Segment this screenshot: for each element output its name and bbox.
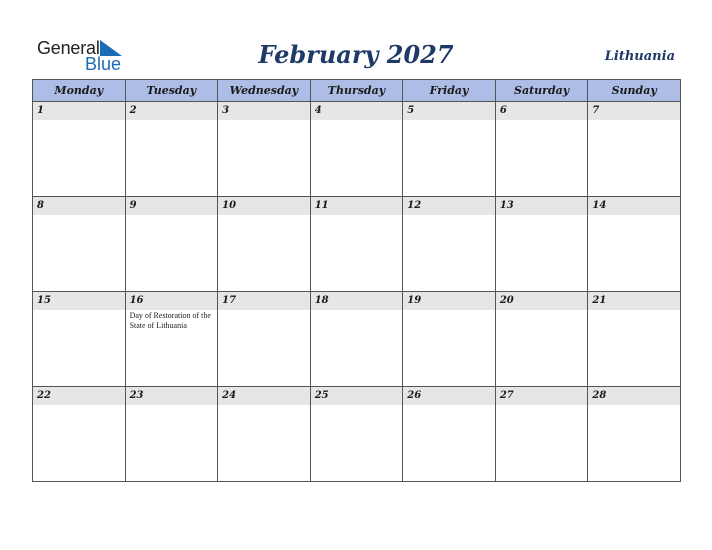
day-cell	[403, 197, 496, 292]
weekday-header: Thursday	[310, 80, 403, 102]
day-cell	[403, 102, 496, 197]
day-number: 16	[126, 292, 218, 310]
day-number: 4	[311, 102, 403, 120]
calendar-grid	[32, 79, 681, 482]
day-cell	[495, 197, 588, 292]
weekday-header: Tuesday	[125, 80, 218, 102]
logo-general-text: General	[37, 38, 100, 58]
day-cell	[310, 292, 403, 387]
day-number: 3	[218, 102, 310, 120]
day-cell	[125, 102, 218, 197]
weekday-header: Wednesday	[218, 80, 311, 102]
day-cell	[125, 387, 218, 482]
day-number: 8	[33, 197, 125, 215]
holiday-event: Day of Restoration of the State of Lithuania	[129, 311, 211, 330]
day-number: 28	[588, 387, 680, 405]
day-cell	[495, 387, 588, 482]
day-number: 11	[311, 197, 403, 215]
weekday-header: Saturday	[495, 80, 588, 102]
day-cell	[125, 197, 218, 292]
day-number: 23	[126, 387, 218, 405]
week-row	[33, 387, 681, 482]
day-cell	[588, 292, 681, 387]
day-cell	[310, 387, 403, 482]
day-number: 1	[33, 102, 125, 120]
day-cell	[218, 387, 311, 482]
week-row	[33, 292, 681, 387]
week-row	[33, 197, 681, 292]
day-cell	[588, 102, 681, 197]
day-number: 2	[126, 102, 218, 120]
day-number: 6	[496, 102, 588, 120]
day-number: 26	[403, 387, 495, 405]
day-cell	[218, 197, 311, 292]
day-cell	[33, 292, 126, 387]
day-number: 10	[218, 197, 310, 215]
weekday-header: Friday	[403, 80, 496, 102]
week-row	[33, 102, 681, 197]
day-number: 21	[588, 292, 680, 310]
day-number: 17	[218, 292, 310, 310]
day-cell	[33, 387, 126, 482]
day-number: 14	[588, 197, 680, 215]
day-number: 13	[496, 197, 588, 215]
day-number: 24	[218, 387, 310, 405]
logo-blue-text: Blue	[85, 54, 122, 74]
day-cell	[588, 197, 681, 292]
day-cell	[218, 292, 311, 387]
day-cell	[403, 387, 496, 482]
day-number: 15	[33, 292, 125, 310]
day-cell	[403, 292, 496, 387]
day-cell	[125, 292, 218, 387]
country-label: Lithuania	[604, 49, 675, 64]
weekday-header: Monday	[33, 80, 126, 102]
day-number: 7	[588, 102, 680, 120]
day-number: 22	[33, 387, 125, 405]
day-number: 19	[403, 292, 495, 310]
day-number: 20	[496, 292, 588, 310]
day-cell	[218, 102, 311, 197]
day-cell	[33, 102, 126, 197]
day-number: 5	[403, 102, 495, 120]
day-cell	[588, 387, 681, 482]
day-cell	[310, 197, 403, 292]
day-cell	[495, 102, 588, 197]
weekday-header-row	[33, 80, 681, 102]
day-cell	[33, 197, 126, 292]
day-number: 18	[311, 292, 403, 310]
day-cell	[495, 292, 588, 387]
day-cell	[310, 102, 403, 197]
day-number: 12	[403, 197, 495, 215]
day-number: 25	[311, 387, 403, 405]
calendar-title: February 2027	[258, 40, 454, 69]
weekday-header: Sunday	[588, 80, 681, 102]
day-number: 27	[496, 387, 588, 405]
day-number: 9	[126, 197, 218, 215]
